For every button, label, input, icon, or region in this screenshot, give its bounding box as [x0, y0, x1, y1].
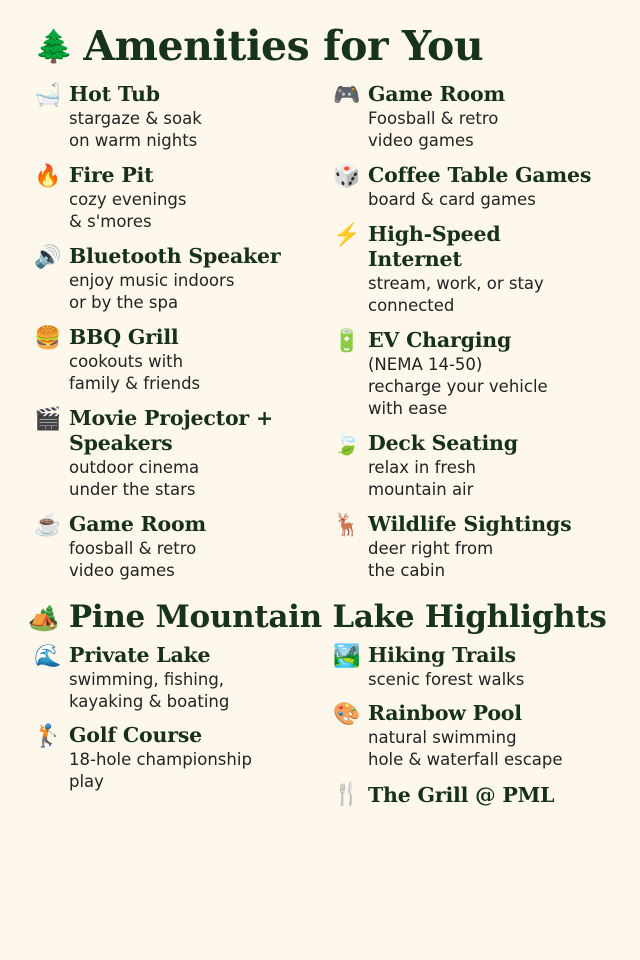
- list-item-description: enjoy music indoors or by the spa: [69, 271, 235, 312]
- list-item: [333, 512, 618, 582]
- list-item: [333, 431, 618, 501]
- fire-icon: 🔥: [34, 163, 62, 188]
- list-item-title: Hot Tub: [69, 82, 160, 106]
- list-item-body: [368, 163, 618, 211]
- list-item-body: [368, 222, 618, 317]
- bathtub-icon: 🛁: [34, 82, 62, 107]
- coffee-cup-icon: ☕: [34, 512, 62, 537]
- list-item-title: BBQ Grill: [69, 325, 179, 349]
- list-item-description: 18-hole championship play: [69, 750, 252, 791]
- amenities-right-column: [329, 82, 618, 593]
- list-item-title: EV Charging: [368, 328, 512, 352]
- list-item-title: Golf Course: [69, 723, 203, 747]
- lightning-bolt-icon: ⚡: [333, 222, 361, 247]
- list-item-title: Rainbow Pool: [368, 701, 522, 725]
- list-item-description: cookouts with family & friends: [69, 352, 201, 393]
- list-item: [34, 723, 319, 793]
- amenities-left-column: [22, 82, 319, 593]
- list-item-title: High-Speed Internet: [368, 222, 501, 271]
- video-game-icon: 🎮: [333, 82, 361, 107]
- section-title-highlights: [28, 599, 618, 635]
- list-item: [34, 512, 319, 582]
- list-item-body: [69, 512, 319, 582]
- list-item: [333, 701, 618, 771]
- list-item-title: The Grill @ PML: [368, 783, 555, 807]
- list-item-title: Game Room: [69, 512, 206, 536]
- mountain-trail-icon: 🏞️: [333, 643, 361, 668]
- list-item-body: [69, 406, 319, 501]
- list-item-body: [368, 512, 618, 582]
- list-item-title: Deck Seating: [368, 431, 518, 455]
- list-item-description: stargaze & soak on warm nights: [69, 109, 202, 150]
- deer-icon: 🦌: [333, 512, 361, 537]
- highlights-left-column: [22, 643, 319, 803]
- highlights-columns: [22, 643, 618, 819]
- list-item-title: Hiking Trails: [368, 643, 516, 667]
- list-item-description: deer right from the cabin: [368, 539, 494, 580]
- page-title: [34, 22, 618, 70]
- list-item: [34, 244, 319, 314]
- list-item-body: [368, 431, 618, 501]
- list-item-body: [69, 723, 319, 793]
- list-item-body: [368, 82, 618, 152]
- clapper-board-icon: 🎬: [34, 406, 62, 431]
- list-item: [34, 643, 319, 713]
- list-item-body: [368, 328, 618, 420]
- section-title-text: Pine Mountain Lake Highlights: [68, 599, 607, 635]
- highlights-right-column: [329, 643, 618, 819]
- battery-charge-icon: 🔋: [333, 328, 361, 353]
- list-item: [34, 325, 319, 395]
- list-item-description: cozy evenings & s'mores: [69, 190, 187, 231]
- list-item-description: outdoor cinema under the stars: [69, 458, 200, 499]
- list-item-description: Foosball & retro video games: [368, 109, 499, 150]
- page-title-text: Amenities for You: [83, 22, 484, 70]
- list-item-title: Wildlife Sightings: [368, 512, 572, 536]
- list-item-description: scenic forest walks: [368, 670, 525, 689]
- list-item-description: board & card games: [368, 190, 536, 209]
- list-item-title: Game Room: [368, 82, 505, 106]
- list-item-description: natural swimming hole & waterfall escape: [368, 728, 563, 769]
- list-item-title: Bluetooth Speaker: [69, 244, 281, 268]
- list-item: [333, 781, 618, 809]
- hamburger-icon: 🍔: [34, 325, 62, 350]
- list-item: [333, 643, 618, 691]
- amenities-columns: [22, 82, 618, 593]
- pool-icon: 🎨: [333, 701, 361, 726]
- list-item: [333, 222, 618, 317]
- list-item-body: [368, 643, 618, 691]
- speaker-icon: 🔊: [34, 244, 62, 269]
- list-item-body: [368, 781, 618, 809]
- list-item: [333, 328, 618, 420]
- list-item-body: [69, 163, 319, 233]
- leaf-icon: 🍃: [333, 431, 361, 456]
- list-item-body: [69, 82, 319, 152]
- mountain-camping-icon: 🏕️: [28, 602, 59, 632]
- list-item: [34, 406, 319, 501]
- list-item: [34, 163, 319, 233]
- list-item-description: stream, work, or stay connected: [368, 274, 544, 315]
- list-item-body: [69, 643, 319, 713]
- crossed-utensils-icon: 🍴: [333, 781, 361, 806]
- list-item-title: Coffee Table Games: [368, 163, 592, 187]
- list-item-description: relax in fresh mountain air: [368, 458, 476, 499]
- list-item-body: [69, 244, 319, 314]
- list-item-description: (NEMA 14-50) recharge your vehicle with ease: [368, 355, 548, 418]
- list-item-title: Fire Pit: [69, 163, 154, 187]
- golfer-icon: 🏌️: [34, 723, 62, 748]
- list-item-title: Movie Projector + Speakers: [69, 406, 273, 455]
- list-item-body: [69, 325, 319, 395]
- list-item-title: Private Lake: [69, 643, 211, 667]
- list-item: [34, 82, 319, 152]
- water-wave-icon: 🌊: [34, 643, 62, 668]
- list-item-description: foosball & retro video games: [69, 539, 197, 580]
- list-item: [333, 82, 618, 152]
- list-item-body: [368, 701, 618, 771]
- board-game-icon: 🎲: [333, 163, 361, 188]
- list-item: [333, 163, 618, 211]
- list-item-description: swimming, fishing, kayaking & boating: [69, 670, 230, 711]
- evergreen-tree-icon: 🌲: [34, 27, 74, 65]
